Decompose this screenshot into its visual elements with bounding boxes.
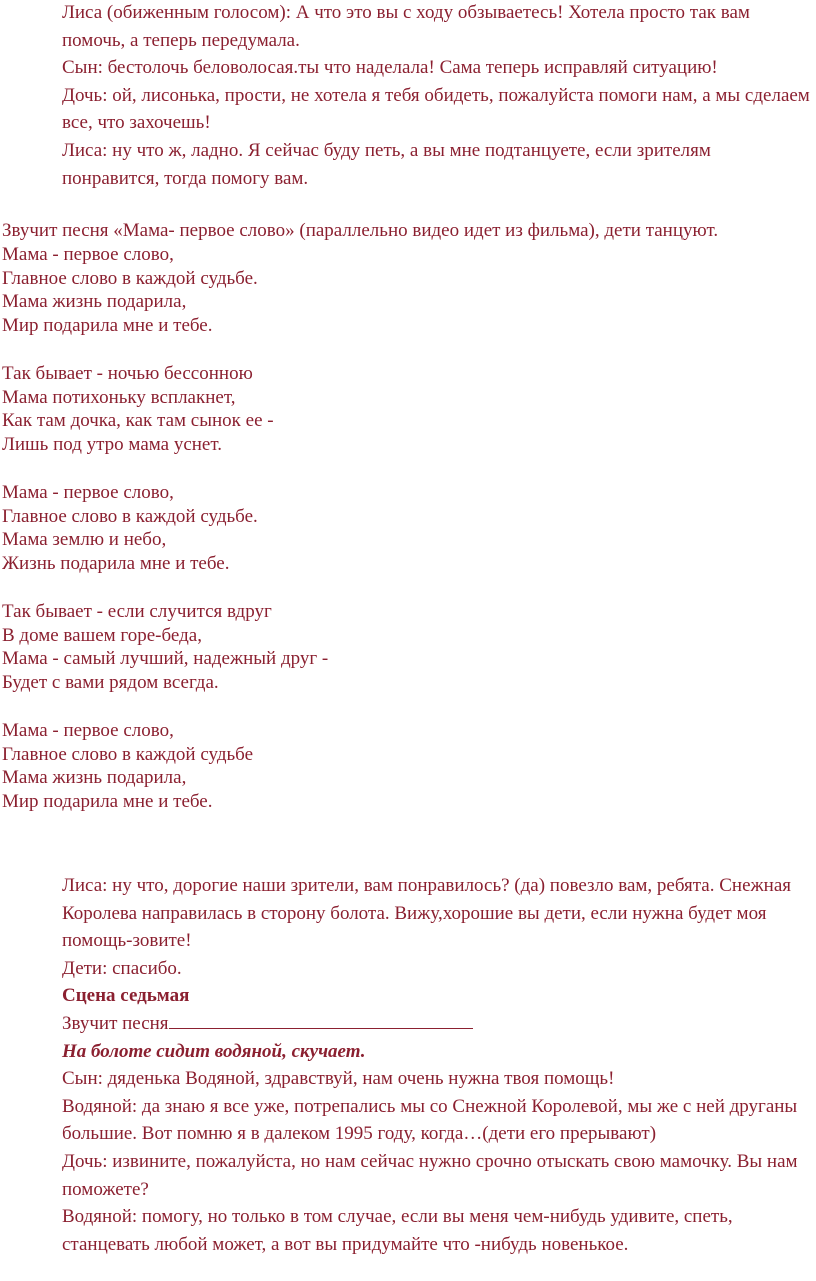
song-intro: Звучит песня «Мама- первое слово» (параллельно видео идет из фильма), дети танцуют. <box>2 220 719 241</box>
song-stanza <box>2 719 718 814</box>
song-line: Как там дочка, как там сынок ее - <box>2 410 274 432</box>
dialogue-line: Дочь: извините, пожалуйста, но нам сейчас нужно срочно отыскать свою мамочку. Вы нам поможете? <box>62 1150 798 1200</box>
song-line: Главное слово в каждой судьбе <box>2 743 254 765</box>
dialogue-line: Лиса: ну что, дорогие наши зрители, вам понравилось? (да) повезло вам, ребята. Снежная Королева направилась в сторону болота. Вижу,хорошие вы дети, если нужна будет моя помощь-зовите! <box>62 875 791 952</box>
song-line: Мир подарила мне и тебе. <box>2 791 213 813</box>
dialogue-line: Сын: бестолочь беловолосая.ты что наделала! Сама теперь исправляй ситуацию! <box>62 57 718 79</box>
scene-title: Сцена седьмая <box>62 985 190 1007</box>
song-line: Мама - самый лучший, надежный друг - <box>2 648 329 670</box>
song-line: Будет с вами рядом всегда. <box>2 672 219 694</box>
song-line: Жизнь подарила мне и тебе. <box>2 553 230 575</box>
song-line: Мама потихоньку всплакнет, <box>2 386 236 408</box>
song-line: Мама землю и небо, <box>2 529 167 551</box>
stage-direction: На болоте сидит водяной, скучает. <box>62 1040 366 1062</box>
dialogue-line: Дочь: ой, лисонька, прости, не хотела я тебя обидеть, пожалуйста помоги нам, а мы сделаем все, что захочешь! <box>62 84 810 134</box>
dialogue-line: Сын: дяденька Водяной, здравствуй, нам очень нужна твоя помощь! <box>62 1068 615 1090</box>
song-line: Так бывает - ночью бессонною <box>2 362 253 384</box>
dialogue-line: Водяной: да знаю я все уже, потрепались мы со Снежной Королевой, мы же с ней друганы большие. Вот помню я в далеком 1995 году, когда…(дети его прерывают) <box>62 1095 798 1145</box>
song-stanza <box>2 243 718 338</box>
song-line: Мама - первое слово, <box>2 719 174 741</box>
song-stanza <box>2 600 718 695</box>
dialogue-line: Лиса (обиженным голосом): А что это вы с ходу обзываетесь! Хотела просто так вам помочь, а теперь передумала. <box>62 2 750 51</box>
song-line: Мир подарила мне и тебе. <box>2 315 213 337</box>
song-line: Мама - первое слово, <box>2 481 174 503</box>
song-line: Мама - первое слово, <box>2 243 174 265</box>
song-line: Главное слово в каждой судьбе. <box>2 267 258 289</box>
song-line: Так бывает - если случится вдруг <box>2 600 272 622</box>
fill-in-blank <box>169 1011 473 1029</box>
dialogue-line: Водяной: помогу, но только в том случае, если вы меня чем-нибудь удивите, спеть, станцевать любой может, а вот вы придумайте что -нибудь новенькое. <box>62 1206 733 1255</box>
dialogue-line: Лиса: ну что ж, ладно. Я сейчас буду петь, а вы мне подтанцуете, если зрителям понравится, тогда помогу вам. <box>62 139 711 189</box>
dialogue-line: Дети: спасибо. <box>62 957 182 979</box>
song-placeholder-line <box>62 1010 812 1038</box>
song-line: В доме вашем горе-беда, <box>2 624 202 646</box>
song-stanza <box>2 362 718 457</box>
song-block <box>0 219 722 814</box>
song-line: Мама жизнь подарила, <box>2 767 187 789</box>
song-line: Мама жизнь подарила, <box>2 291 187 313</box>
song-line: Главное слово в каждой судьбе. <box>2 505 258 527</box>
song-line: Лишь под утро мама уснет. <box>2 434 222 456</box>
song-label: Звучит песня <box>62 1012 169 1034</box>
song-stanza <box>2 481 718 576</box>
dialogue-block-1 <box>0 0 816 192</box>
dialogue-block-2 <box>0 872 816 1258</box>
